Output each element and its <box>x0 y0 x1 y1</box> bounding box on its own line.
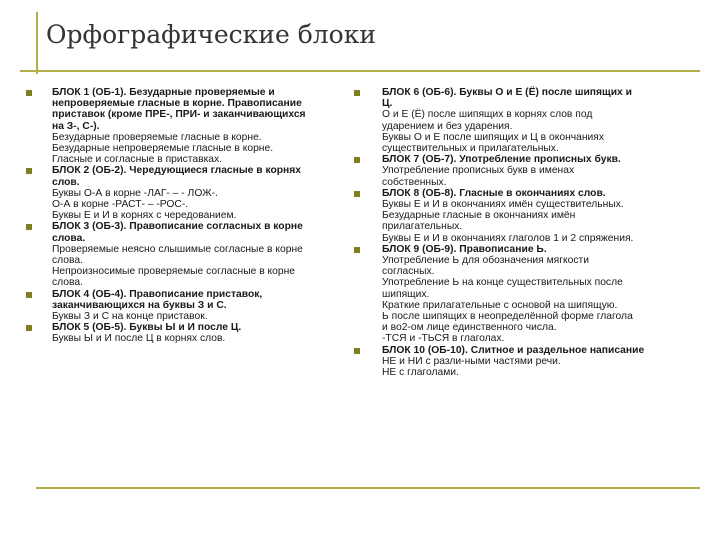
block-text: Буквы О-А в корне -ЛАГ- – - ЛОЖ-. <box>52 187 218 199</box>
block-heading: БЛОК 5 (ОБ-5). Буквы Ы и И после Ц. <box>52 322 242 334</box>
block-heading: на З-, С-). <box>52 120 100 132</box>
block-heading: БЛОК 10 (ОБ-10). Слитное и раздельное написание <box>382 344 645 356</box>
square-bullet-icon <box>26 224 32 230</box>
list-item <box>382 244 687 345</box>
square-bullet-icon <box>26 90 32 96</box>
square-bullet-icon <box>26 168 32 174</box>
block-text: слова. <box>52 255 83 267</box>
square-bullet-icon <box>354 247 360 253</box>
block-text: Употребление Ь для обозначения мягкости <box>382 255 589 267</box>
block-text: слова. <box>52 277 83 289</box>
block-heading: заканчивающихся на буквы З и С. <box>52 299 227 311</box>
block-text: согласных. <box>382 266 435 278</box>
block-heading: слов. <box>52 176 80 188</box>
block-heading: БЛОК 8 (ОБ-8). Гласные в окончаниях слов. <box>382 187 606 199</box>
title-underline <box>20 70 700 72</box>
block-text: Буквы Е и И в окончаниях глаголов 1 и 2 спряжения. <box>382 232 634 244</box>
list-item <box>382 188 687 244</box>
block-heading: слова. <box>52 232 86 244</box>
block-text: НЕ и НИ с разли-ными частями речи. <box>382 355 561 367</box>
page-title: Орфографические блоки <box>46 20 376 49</box>
block-heading: Ц. <box>382 98 393 110</box>
block-text: Употребление прописных букв в именах <box>382 165 575 177</box>
block-text: шипящих. <box>382 288 430 300</box>
block-text: Краткие прилагательные с основой на шипящую. <box>382 299 618 311</box>
block-text: Буквы Е и И в корнях с чередованием. <box>52 210 237 222</box>
list-item <box>382 87 687 154</box>
block-text: О-А в корне -РАСТ- – -РОС-. <box>52 199 189 211</box>
block-text: Безударные проверяемые гласные в корне. <box>52 131 262 143</box>
block-heading: непроверяемые гласные в корне. Правописание <box>52 98 302 110</box>
list-item <box>52 289 357 323</box>
block-text: О и Е (Ё) после шипящих в корнях слов под <box>382 109 593 121</box>
block-heading: БЛОК 2 (ОБ-2). Чередующиеся гласные в корнях <box>52 165 301 177</box>
block-text: Проверяемые неясно слышимые согласные в корне <box>52 243 303 255</box>
block-text: НЕ с глаголами. <box>382 367 459 379</box>
block-heading: приставок (кроме ПРЕ-, ПРИ- и заканчивающихся <box>52 109 306 121</box>
bottom-divider <box>36 487 700 489</box>
block-text: собственных. <box>382 176 447 188</box>
square-bullet-icon <box>26 292 32 298</box>
list-item <box>52 322 357 344</box>
block-text: Употребление Ь на конце существительных после <box>382 277 623 289</box>
block-text: Буквы О и Е после шипящих и Ц в окончаниях <box>382 131 605 143</box>
block-text: Ь после шипящих в неопределённой форме глагола <box>382 311 633 323</box>
block-heading: БЛОК 6 (ОБ-6). Буквы О и Е (Ё) после шипящих и <box>382 87 632 98</box>
block-text: и во2-ом лице единственного числа. <box>382 322 557 334</box>
block-text: существительных и прилагательных. <box>382 143 559 155</box>
block-heading: БЛОК 3 (ОБ-3). Правописание согласных в корне <box>52 221 303 233</box>
square-bullet-icon <box>354 191 360 197</box>
block-heading: БЛОК 9 (ОБ-9). Правописание Ь. <box>382 243 547 255</box>
block-text: Безударные гласные в окончаниях имён <box>382 210 576 222</box>
list-item <box>52 165 357 221</box>
block-heading: БЛОК 1 (ОБ-1). Безударные проверяемые и <box>52 87 275 98</box>
block-text: Буквы Ы и И после Ц в корнях слов. <box>52 333 226 345</box>
square-bullet-icon <box>354 157 360 163</box>
square-bullet-icon <box>26 325 32 331</box>
block-text: Непроизносимые проверяемые согласные в корне <box>52 266 296 278</box>
block-text: Буквы З и С на конце приставок. <box>52 311 208 323</box>
right-column <box>382 87 687 378</box>
list-item <box>52 221 357 288</box>
list-item <box>382 345 687 379</box>
list-item <box>382 154 687 188</box>
block-text: Буквы Е и И в окончаниях имён существительных. <box>382 199 624 211</box>
title-accent-vertical-line <box>36 12 38 74</box>
block-text: прилагательных. <box>382 221 463 233</box>
block-text: Безударные непроверяемые гласные в корне. <box>52 143 274 155</box>
left-column <box>52 87 357 345</box>
block-text: -ТСЯ и -ТЬСЯ в глаголах. <box>382 333 505 345</box>
block-text: ударением и без ударения. <box>382 120 513 132</box>
square-bullet-icon <box>354 90 360 96</box>
list-item <box>52 87 357 165</box>
block-heading: БЛОК 4 (ОБ-4). Правописание приставок, <box>52 288 263 300</box>
square-bullet-icon <box>354 348 360 354</box>
block-heading: БЛОК 7 (ОБ-7). Употребление прописных букв. <box>382 154 621 166</box>
block-text: Гласные и согласные в приставках. <box>52 154 223 166</box>
